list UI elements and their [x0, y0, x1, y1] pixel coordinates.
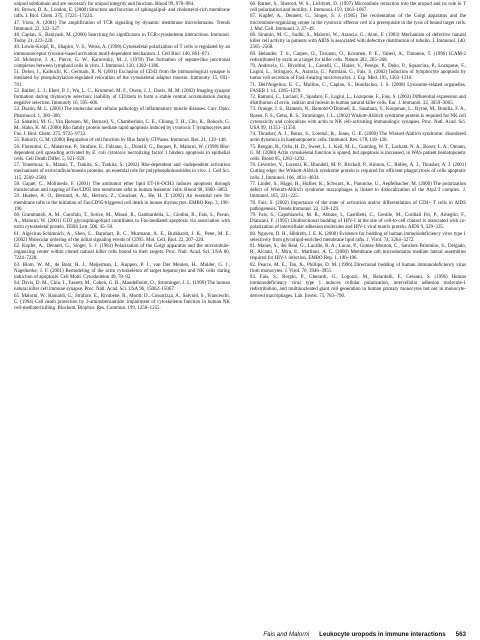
reference-page [14, 2, 466, 638]
reference-entry: 77. Linder, S., Higgs, H., Hufner, K., Schwarz, K., Pannicke, U., Aepfelbacher, M. (2000) The polarization defect of Wiskott-Aldrich syndrome macrophages is linked to dislocalization of the Arp2/3 complex. J. Immunol. 165, 221–225. [250, 181, 466, 200]
reference-entry: 62. Kupfer, A., Dennert, G., Singer, S. J. (1983) Polarization of the Golgi apparatus and the microtubule-organizing center within cloned natural killer cells bound to their targets. Proc. Natl. Acad. Sci. USA 80, 7224–7228. [14, 243, 230, 262]
reference-entry: unipod subdomain and are necessary for unipod integrity and function. Blood 99, 978–984. [14, 2, 195, 7]
reference-entry: 78. Fais, S. (2002) Importance of the state of activation and/or differentiation of CD4+ T cells in AIDS pathogenesis. Trends Immunol. 23, 128–129. [250, 200, 466, 212]
reference-entry: 75. Rengan, R., Ochs, H. D., Sweet, L. I., Keil, M. L., Gunning, W. T., Lachant, N. A., Boxer, L. A., Omann, G. M. (2000) Actin cytoskeletal function is spared, but apoptosis is increased, in WAS patient hematopoietic cells. Blood 95, 1283–1292. [250, 144, 466, 163]
reference-entry: 51. Delon, J., Kaibuchi, K., Germain, R. N. (2001) Exclusion of CD43 from the immunological synapse is mediated by phosphorylation-regulated relocation of the cytoskeletal adaptor moesin. Immunity 15, 691–701. [14, 70, 230, 88]
reference-entry: 61. Algeciras-Schimnich, A., Shen, L., Barnhart, B. C., Murmann, A. E., Burkhardt, J. K., Peter, M. E. (2002) Molecular ordering of the initial signaling events of CD95. Mol. Cell. Biol. 22, 207–220. [14, 231, 230, 243]
reference-entry: 58. Gajate, C., Mollinedo, F. (2001) The antitumor ether lipid ET-18-OCH3 induces apoptosis through translocation and capping of Fas/CD95 into membrane rafts in human leukemic cells. Blood 98, 3860–3863. [14, 181, 230, 194]
reference-entry: 46. Brown, D. A., London, E. (2000) Structure and function of sphingolipid- and cholesterol-rich membrane rafts. J. Biol. Chem. 275, 17221–17224. [14, 8, 230, 20]
reference-entry: 60. Grammatoli, A. M., Garofalo, T., Sorice, M., Misasi, R., Gambardella, L., Giodini, R., Fais, S., Pavan, A., Malorni, W. (2001) GD3 glycosphingolipid contributes to Fas-mediated apoptosis via association with ezrin cytoskeletal protein. FEBS Lett. 506, 45–50. [14, 212, 230, 231]
reference-entry: 81. Manes, S., del Real, G., Lacalle, R. A., Lucas, P., Gomez-Mouton, C., Sanchez-Palomino, S., Delgado, R., Alcami, J., Mira, E., Martinez, A. C. (2000) Membrane raft microdomains mediate lateral assemblies required for HIV-1 infection. EMBO Rep. 1, 190–196. [250, 243, 466, 262]
reference-entry: 79. Fais, S., Capobianchi, M. R., Abbate, I., Castilletti, C., Gentile, M., Cordiali Fei, P., Ameglio, F., Dianzani, F. (1995) Unidirectional budding of HIV-1 at the site of cell-to-cell contact is associated with co-polarization of intercellular adhesion molecules and HIV-1 viral matrix protein. AIDS 9, 329–335. [250, 212, 466, 231]
reference-entry: 55. Bokoch, G. M. (2000) Regulation of cell function by Rho family GTPases. Immunol. Res. 21, 139–148. [14, 138, 227, 144]
reference-entry: 47. Viola, A. (2001) The amplification of TCR signaling by dynamic membrane microdomains. Trends Immunol. 22, 322–327. [14, 20, 230, 32]
footer-authors: Fais and Malorni [263, 631, 310, 638]
reference-entry: 50. McIntyre, J. A., Pierce, G. W., Karnovsky, M. J. (1978) The formation of septate-like junctional complexes between lymphoid cells in vitro. J. Immunol. 120, 1382–1386. [14, 57, 230, 70]
reference-entry: 67. Kupfer, A., Dennert, G., Singer, S. J. (1985) The reorientation of the Golgi apparatus and the microtubule-organizing center in the cytotoxic effector cell is a prerequisite in the lysis of bound target cells. J. Mol. Cell. Immunol. 2, 37–49. [250, 14, 466, 32]
reference-entry: 63. Blom, W. M., de Bont, H. J., Meijerman, I., Kuppen, P. J., van Der Meulen, H., Mulder, G. J., Nagelkerke, J. F. (2001) Remodeling of the actin cytoskeleton of target hepatocytes and NK cells during induction of apoptosis. Cell Motil. Cytoskeleton 49, 78–92. [14, 262, 230, 280]
reference-entry: 49. Lowin-Kropf, B., Shapiro, V. S., Weiss, A. (1998) Cytoskeletal polarization of T cells is regulated by an immunoreceptor tyrosine-based activation motif-dependent mechanism. J. Cell Biol. 140, 861–871. [14, 45, 230, 57]
reference-entry: 64. Davis, D. M., Chiu, I., Fassett, M., Cohen, G. B., Mandelboim, O., Strominger, J. L. (1999) The human natural killer cell immune synapse. Proc. Natl. Acad. Sci. USA 96, 15062–15067. [14, 281, 230, 293]
reference-entry: 57. Yonemura, S., Matsui, T., Tsukita, S., Tsukita, S. (2002) Rho-dependent and -independent activation mechanisms of ezrin/radixin/moesin proteins: an essential role for polyphosphoinositides in vivo. J. Cell Sci. 115, 2569–2580. [14, 163, 230, 181]
reference-entry: 72. Ramoni, C., Luciani, F., Spadaro, F., Lugini, L., Lozupone, F., Fais, S. (2002) Differential expression and distribution of ezrin, radixin and moesin in human natural killer cells. Eur. J. Immunol. 32, 3059–3065. [250, 95, 466, 107]
reference-entry: 71. Dell'Angelica, E. C., Mullins, C., Caplan, S., Bonifacino, J. S. (2000) Lysosome-related organelles. FASEB J. 14, 1265–1278. [250, 82, 466, 94]
reference-entry: 82. Pearce, M. E., Tan, X., Phillips, D. M. (1996) Directional budding of human immunodeficiency virus from monocytes. J. Virol. 70, 3946–3951. [250, 262, 466, 274]
reference-column-right [250, 2, 466, 312]
reference-entry: 73. Orange, J. S., Ramesh, N., Remold-O'Donnell, E., Sasahara, Y., Koopman, L., Byrne, M., Bonilla, F. A., Rosen, F. S., Geha, R. S., Strominger, J. L. (2002) Wiskott-Aldrich syndrome protein is required for NK cell cytotoxicity and colocalizes with actin to NK cell-activating immunologic synapses. Proc. Natl. Acad. Sci. USA 99, 11351–11356. [250, 107, 466, 132]
reference-entry: 76. Leverrier, Y., Lorenzi, R., Blundell, M. P., Brickell, P., Kinnon, C., Ridley, A. J., Thrasher, A. J. (2001) Cutting edge: the Wiskott-Aldrich syndrome protein is required for efficient phagocytosis of cells apoptotic cells. J. Immunol. 166, 4831–4834. [250, 163, 466, 181]
reference-column-left [14, 2, 230, 312]
reference-entry: 74. Thrasher, A. J., Burns, S., Lorenzi, R., Jones, G. E. (2000) The Wiskott-Aldrich syndrome: disordered actin dynamics in haematopoietic cells. Immunol. Rev. 178, 118–128. [250, 132, 466, 144]
reference-columns [14, 2, 466, 312]
reference-entry: 53. Dustin, M. L. (2001) The molecular and cellular pathology of inflammatory muscle diseases. Curr. Opin. Pharmacol. 1, 300–306. [14, 107, 230, 119]
reference-entry: 65. Malorni, W., Rainaldi, G., Straface, E., Rivabene, R., Monti, D., Cossarizza, A., Salvioli, S., Franceschi, C. (1994) Cell death protection by 3-aminobenzamide: impairment of cytoskeleton function in human NK cell-mediated killing. Biochem. Biophys. Res. Commun. 199, 1250–1255. [14, 293, 230, 311]
page-footer [14, 631, 466, 638]
reference-entry: 70. Androvla, G., Rivoltini, L., Castelli, C., Huber, V., Perego, P., Deho, P., Squarcina, P., Lozupone, F., Lugini, L., Stringaro, A., Arancia, G., Parmiani, G., Fais, S. (2002) Induction of lymphocyte apoptosis by tumor cell secretion of FasL-bearing microvesicles. J. Exp. Med. 195, 1303–1316. [250, 64, 466, 82]
reference-entry: 69. Helander, T. S., Carpen, O., Turunen, O., Kovanen, P. E., Vaheri, A., Timonen, T. (1996) ICAM-2 redistributed by ezrin as a target for killer cells. Nature 382, 265–268. [250, 51, 466, 63]
page-number: 563 [455, 631, 466, 638]
footer-running-title: Leukocyte uropods in immune interactions [319, 631, 446, 638]
reference-entry: 80. Nguyen, D. H., Hildreth, J. E. K. (2000) Evidence for budding of human immunodeficiency virus type 1 selectively from glycolipid-enriched membrane lipid rafts. J. Virol. 74, 3264–3272. [250, 231, 466, 243]
reference-entry: 54. Sabatini, M. G., Van Horssen, M., Bernard, V., Chamberlain, C. E., Chiang, T. H., Chu, K., Bokoch, G. M., Hahn, K. M. (2000) Rho family protein mediate rapid apoptosis induced by cytotoxic T lymphocytes and Fas. J. Biol. Chem. 275, 9725–9733. [14, 119, 230, 138]
reference-entry: 52. Barber, L. J., Ebert, P. J., Wu, L. C., Krummel, M. F., Owen, J. J., Davis, M. M. (2002) Imaging synapse formation during thymocyte selection: inability of CD3zeta to form a stable central accumulation during negative selection. Immunity 16, 595–606. [14, 88, 230, 107]
reference-entry: 48. Caplan, S., Baniyash, M. (2000) Searching for significance in TCR-cytoskeleton interactions. Immunol. Today 21, 223–228. [14, 33, 230, 45]
reference-entry: 83. Fais, S., Borghi, P., Gherardi, G., Logozzi, M., Belardelli, F., Gessani, S. (1996) Human immunodeficiency virus type 1 induces cellular polarization, intercellular adhesion molecule-1 redistribution, and multinucleated giant cell generation in human primary monocytes but not in monocyte-derived macrophages. Lab. Invest. 75, 783–790. [250, 274, 466, 299]
reference-entry: 59. Hueber, A. O., Bernard, A. M., Herincs, Z., Couzinet, A., He, H. T. (2002) An essential role for membrane rafts in the initiation of Fas/CD95-triggered cell death in mouse thymocytes. EMBO Rep. 3, 190–196. [14, 194, 230, 212]
reference-entry: 56. Fiorentini, C., Matarrese, P., Straface, E., Falzano, L., Donelli, G., Boquet, P., Malorni, W. (1998) Rho-dependent cell spreading activated by E. coli cytotoxic necrotizing factor 1 hinders apoptosis in epithelial cells. Cell Death Differ. 5, 921–929. [14, 144, 230, 163]
reference-entry: 68. Siramin, M. C., Sudhi, S., Malorni, W., Arancia, G., Ainti, F. (1983) Mechanism of defective natural killer cell activity in patients with AIDS is associated with defective distribution of tubulin. J. Immunol. 140, 2565–2568. [250, 33, 466, 51]
reference-entry: 66. Ratner, S., Sherrod, W. S., Lichlyter, D. (1997) Microtubule retraction into the uropod and its role in T cell polarization and motility. J. Immunol. 159, 1063–1067. [250, 2, 466, 14]
